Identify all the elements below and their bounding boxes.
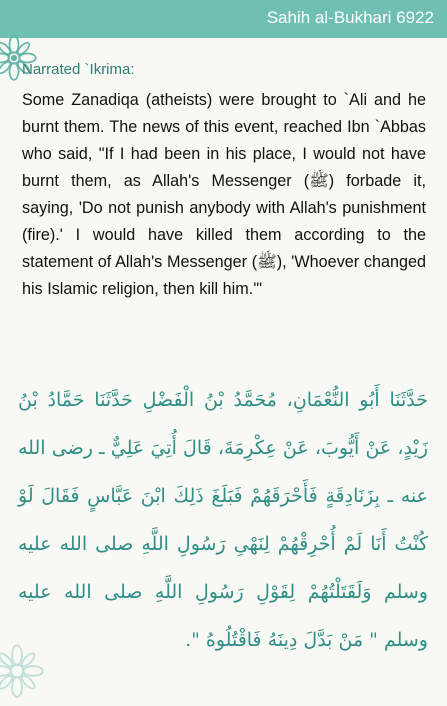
hadith-reference-title: Sahih al-Bukhari 6922	[266, 8, 434, 27]
arabic-hadith-text: حَدَّثَنَا أَبُو النُّعْمَانِ، مُحَمَّدُ بْنُ الْفَضْلِ حَدَّثَنَا حَمَّادُ بْنُ زَيْدٍ، عَنْ أَيُّوبَ، عَنْ عِكْرِمَةَ، قَالَ أُتِيَ عَلِيٌّ ـ رضى الله عنه ـ بِزَنَادِقَةٍ فَأَحْرَقَهُمْ فَبَلَغَ ذَلِكَ ابْنَ عَبَّاسٍ فَقَالَ لَوْ كُنْتُ أَنَا لَمْ أُحْرِقْهُمْ لِنَهْىِ رَسُولِ اللَّهِ صلى الله عليه وسلم وَلَقَتَلْتُهُمْ لِقَوْلِ رَسُولِ اللَّهِ صلى الله عليه وسلم " مَنْ بَدَّلَ دِينَهُ فَاقْتُلُوهُ ".	[18, 389, 428, 651]
english-hadith-text: Some Zanadiqa (atheists) were brought to `Ali and he burnt them. The news of this event, reached Ibn `Abbas who said, "If I had been in his place, I would not have burnt them, as Allah's Messenger (ﷺ) forbade it, saying, 'Do not punish anybody with Allah's punishment (fire).' I would have killed them according to the statement of Allah's Messenger (ﷺ), 'Whoever changed his Islamic religion, then kill him.'"	[22, 91, 426, 298]
narrator-label: Narrated `Ikrima:	[22, 61, 135, 78]
header-bar	[0, 0, 447, 38]
